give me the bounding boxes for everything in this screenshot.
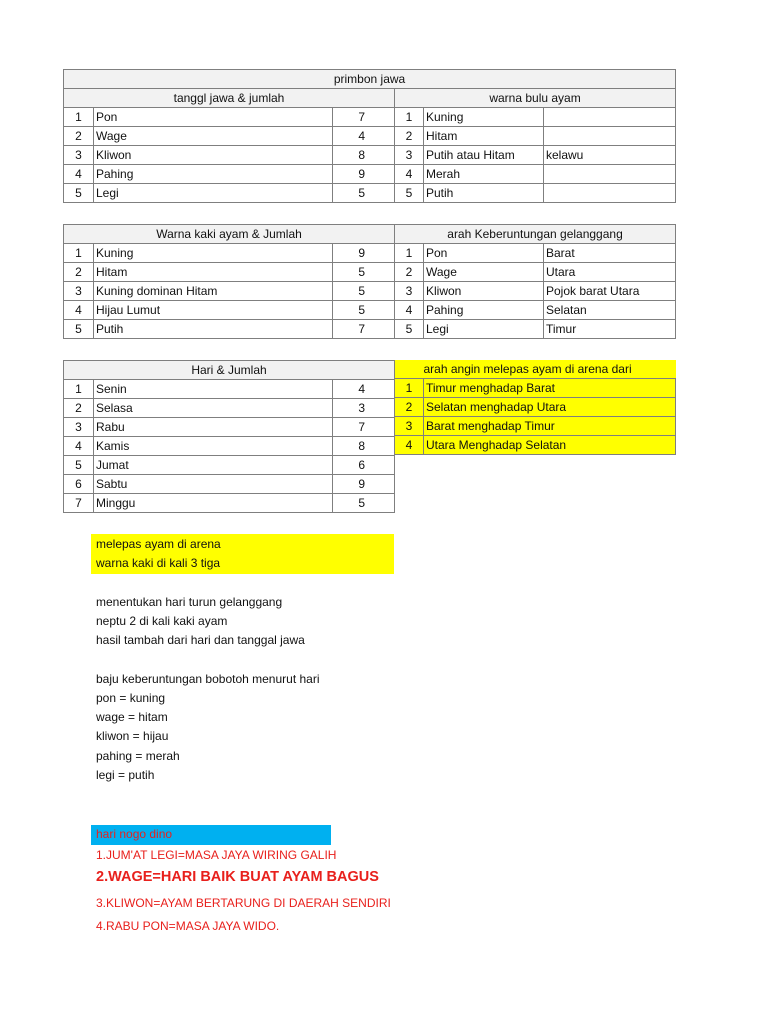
angin-header: arah angin melepas ayam di arena dari [424,360,676,379]
hari-name: Selasa [94,399,333,418]
row-number: 5 [395,184,424,203]
warna-name: Putih atau Hitam [424,146,544,165]
row-number: 2 [395,263,424,282]
warna-name: Kuning [424,108,544,127]
arah-direction: Pojok barat Utara [544,282,676,301]
arah-name: Pahing [424,301,544,320]
row-number: 3 [64,146,94,165]
baju-item: kliwon = hijau [96,729,169,743]
table-row [64,494,395,513]
warna-note [544,165,676,184]
arah-direction: Utara [544,263,676,282]
warna-note: kelawu [544,146,676,165]
row-number: 2 [395,398,424,417]
table-row [64,418,395,437]
warna-note [544,127,676,146]
warna-name: Hitam [424,127,544,146]
nogo-title: hari nogo dino [96,827,173,841]
row-number: 5 [64,184,94,203]
row-number: 1 [64,244,94,263]
hari-value: 8 [333,437,395,456]
tanggal-name: Legi [94,184,333,203]
row-number: 6 [64,475,94,494]
kaki-value: 9 [333,244,395,263]
hari-header: Hari & Jumlah [64,361,395,380]
kaki-value: 5 [333,301,395,320]
row-number: 4 [64,165,94,184]
hari-value: 9 [333,475,395,494]
angin-text: Timur menghadap Barat [424,379,676,398]
arah-name: Kliwon [424,282,544,301]
row-number: 7 [64,494,94,513]
arah-name: Legi [424,320,544,339]
hari-value: 5 [333,494,395,513]
angin-table [394,360,676,455]
arah-header: arah Keberuntungan gelanggang [395,225,676,244]
kaki-name: Hitam [94,263,333,282]
table-row [64,108,676,127]
table-row [64,475,395,494]
hari-name: Minggu [94,494,333,513]
baju-item: pon = kuning [96,691,166,705]
note-hari-2: neptu 2 di kali kaki ayam [96,614,228,628]
row-number: 4 [395,436,424,455]
table-row [64,437,395,456]
kaki-name: Kuning [94,244,333,263]
baju-title: baju keberuntungan bobotoh menurut hari [96,672,320,686]
primbon-title: primbon jawa [64,70,676,89]
nogo-line-4: 4.RABU PON=MASA JAYA WIDO. [96,919,280,933]
baju-item: pahing = merah [96,749,180,763]
nogo-line-1: 1.JUM'AT LEGI=MASA JAYA WIRING GALIH [96,848,337,862]
hari-name: Senin [94,380,333,399]
table-row [64,456,395,475]
tanggal-header: tanggl jawa & jumlah [64,89,395,108]
tanggal-name: Wage [94,127,333,146]
tanggal-value: 4 [333,127,395,146]
row-number: 2 [64,127,94,146]
table-row [64,399,395,418]
row-number: 1 [64,380,94,399]
row-number: 1 [395,244,424,263]
hari-value: 3 [333,399,395,418]
hari-name: Sabtu [94,475,333,494]
tanggal-value: 8 [333,146,395,165]
row-number: 1 [64,108,94,127]
nogo-line-2: 2.WAGE=HARI BAIK BUAT AYAM BAGUS [96,869,379,885]
table-row [64,320,676,339]
warna-note [544,184,676,203]
table-row [64,282,676,301]
note-hari-3: hasil tambah dari hari dan tanggal jawa [96,633,305,647]
hari-value: 4 [333,380,395,399]
row-number: 3 [395,282,424,301]
table-row [64,127,676,146]
row-number: 1 [395,108,424,127]
row-number: 3 [64,418,94,437]
kaki-arah-table [63,224,676,339]
angin-text: Selatan menghadap Utara [424,398,676,417]
table-row [64,244,676,263]
kaki-value: 5 [333,263,395,282]
kaki-header: Warna kaki ayam & Jumlah [64,225,395,244]
row-number: 4 [64,301,94,320]
nogo-line-3: 3.KLIWON=AYAM BERTARUNG DI DAERAH SENDIRI [96,896,391,910]
tanggal-name: Pahing [94,165,333,184]
table-row [64,184,676,203]
row-number: 2 [64,263,94,282]
arah-direction: Selatan [544,301,676,320]
kaki-value: 5 [333,282,395,301]
baju-item: legi = putih [96,768,155,782]
row-number: 4 [395,301,424,320]
row-number: 1 [395,379,424,398]
kaki-name: Hijau Lumut [94,301,333,320]
table-row [64,380,395,399]
table-row [64,263,676,282]
baju-item: wage = hitam [96,710,168,724]
hari-value: 7 [333,418,395,437]
arah-name: Pon [424,244,544,263]
row-number: 2 [64,399,94,418]
row-number: 5 [64,320,94,339]
table-row [395,417,676,436]
row-number: 3 [64,282,94,301]
kaki-name: Putih [94,320,333,339]
row-number: 4 [64,437,94,456]
warna-name: Merah [424,165,544,184]
kaki-name: Kuning dominan Hitam [94,282,333,301]
tanggal-name: Pon [94,108,333,127]
table-row [64,301,676,320]
warna-note [544,108,676,127]
row-number: 2 [395,127,424,146]
arah-name: Wage [424,263,544,282]
note-melepas: melepas ayam di arena [96,537,221,551]
row-number: 3 [395,146,424,165]
table-row [64,165,676,184]
note-hari-1: menentukan hari turun gelanggang [96,595,283,609]
hari-table [63,360,395,513]
tanggal-name: Kliwon [94,146,333,165]
angin-text: Utara Menghadap Selatan [424,436,676,455]
note-warna-kaki: warna kaki di kali 3 tiga [96,556,221,570]
hari-name: Jumat [94,456,333,475]
arah-direction: Timur [544,320,676,339]
kaki-value: 7 [333,320,395,339]
warna-bulu-header: warna bulu ayam [395,89,676,108]
tanggal-value: 9 [333,165,395,184]
row-number: 5 [64,456,94,475]
table-row [64,146,676,165]
row-number: 3 [395,417,424,436]
arah-direction: Barat [544,244,676,263]
table-row [395,379,676,398]
primbon-table [63,69,676,203]
row-number: 5 [395,320,424,339]
table-row [395,398,676,417]
tanggal-value: 7 [333,108,395,127]
angin-text: Barat menghadap Timur [424,417,676,436]
tanggal-value: 5 [333,184,395,203]
hari-name: Rabu [94,418,333,437]
hari-value: 6 [333,456,395,475]
warna-name: Putih [424,184,544,203]
table-row [395,436,676,455]
row-number: 4 [395,165,424,184]
hari-name: Kamis [94,437,333,456]
